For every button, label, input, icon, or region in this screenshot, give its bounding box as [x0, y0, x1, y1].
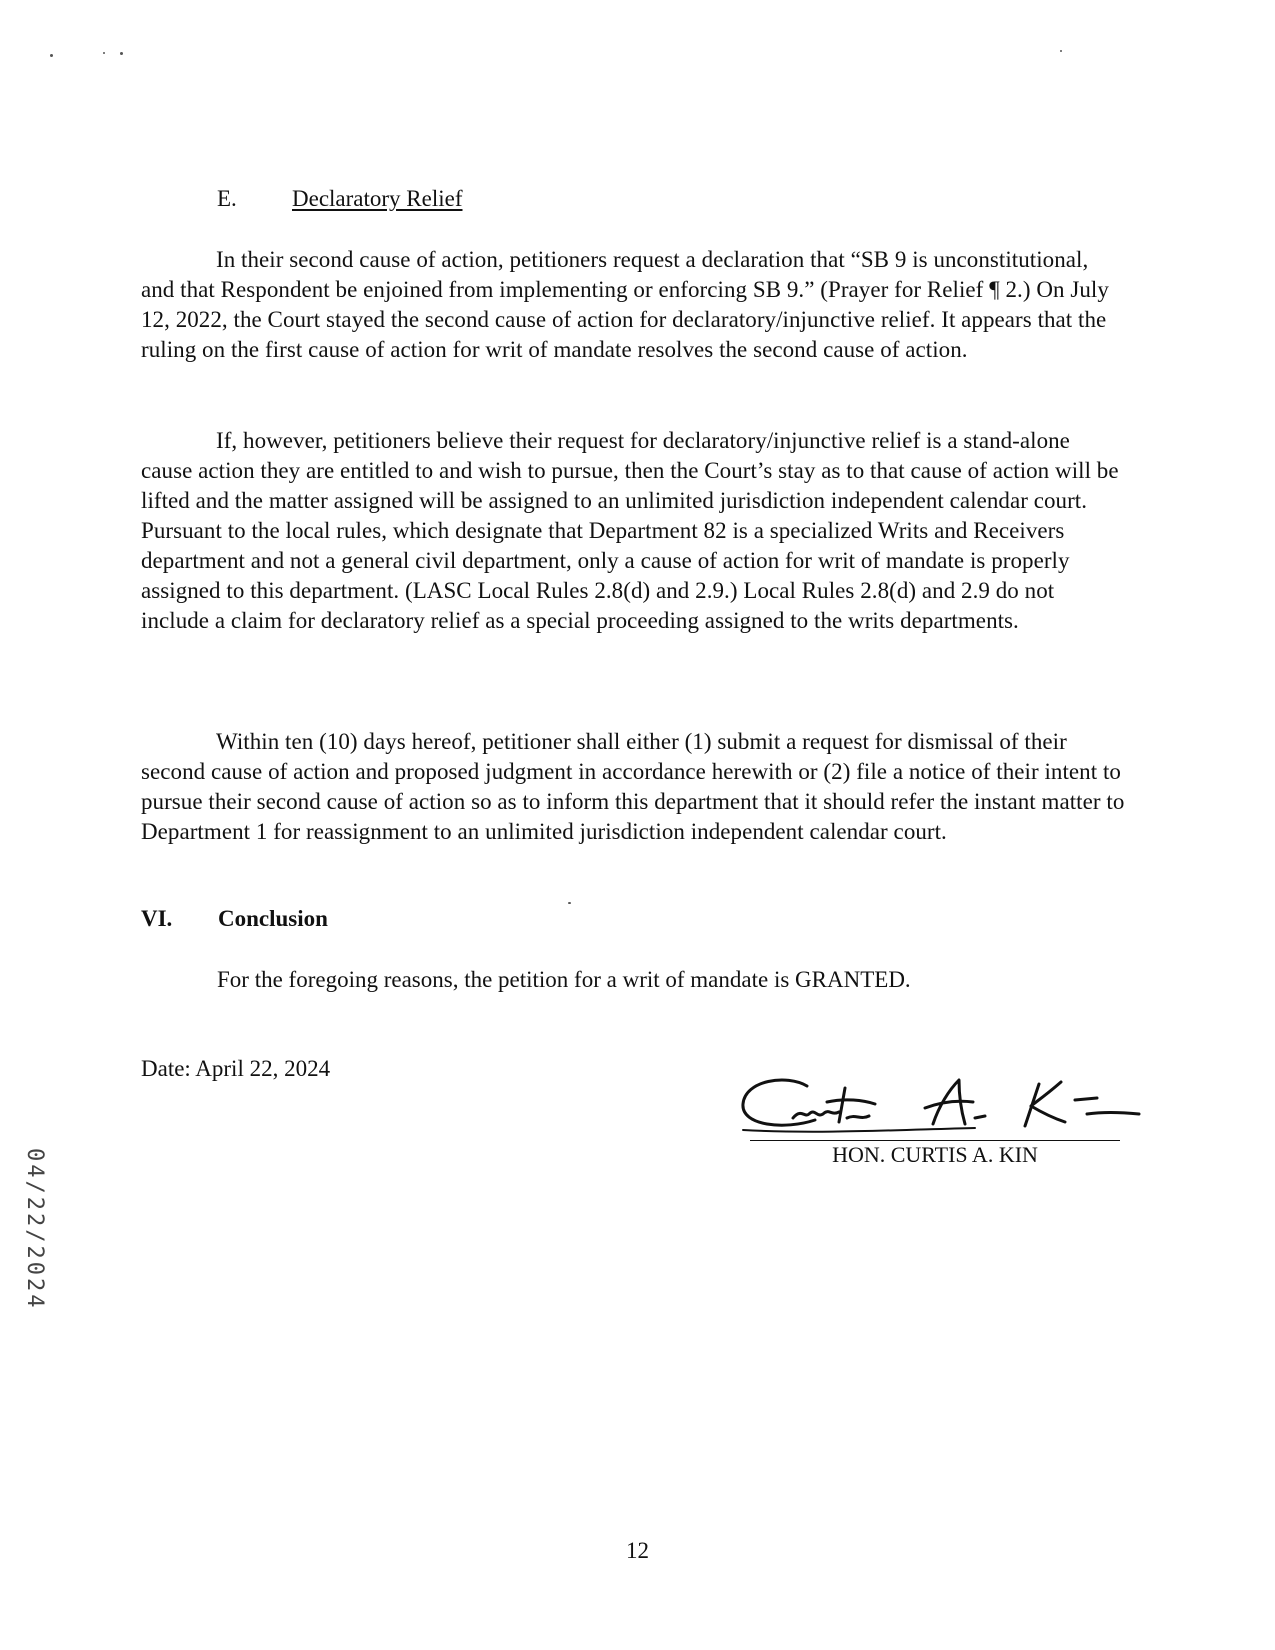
- paragraph-3: Within ten (10) days hereof, petitioner shall either (1) submit a request for dismissal of their second cause of action and proposed judgment in accordance herewith or (2) file a notice of their intent to pursue their second cause of action so as to inform this department that it should refer the instant matter to Department 1 for reassignment to an unlimited jurisdiction independent calendar court.: [141, 729, 1125, 844]
- scan-speck: [568, 902, 571, 904]
- section-e-heading: [217, 184, 463, 214]
- scan-speck: [50, 54, 53, 57]
- filing-date-stamp: 04/22/2024: [22, 1148, 47, 1311]
- page-number: 12: [626, 1538, 649, 1563]
- scan-speck: [1060, 50, 1062, 52]
- section-vi-heading: [141, 904, 328, 934]
- paragraph-2: If, however, petitioners believe their request for declaratory/injunctive relief is a stand-alone cause action they are entitled to and wish to pursue, then the Court’s stay as to that cause of action will be lifted and the matter assigned will be assigned to an unlimited jurisdiction independent calendar court. Pursuant to the local rules, which designate that Department 82 is a specialized Writs and Receivers department and not a general civil department, only a cause of action for writ of mandate is properly assigned to this department. (LASC Local Rules 2.8(d) and 2.9.) Local Rules 2.8(d) and 2.9 do not include a claim for declaratory relief as a special proceeding assigned to the writs departments.: [141, 428, 1119, 633]
- conclusion-text: For the foregoing reasons, the petition for a writ of mandate is GRANTED.: [217, 967, 911, 992]
- section-vi-title: Conclusion: [218, 906, 328, 931]
- section-e-letter: E.: [217, 186, 237, 211]
- section-vi-number: VI.: [141, 906, 173, 931]
- judge-name: HON. CURTIS A. KIN: [832, 1142, 1038, 1167]
- scan-speck: [120, 52, 123, 55]
- date-line: Date: April 22, 2024: [141, 1056, 331, 1081]
- paragraph-1: In their second cause of action, petitioners request a declaration that “SB 9 is unconstitutional, and that Respondent be enjoined from implementing or enforcing SB 9.” (Prayer for Relief ¶ 2.) On July 12, 2022, the Court stayed the second cause of action for declaratory/injunctive relief. It appears that the ruling on the first cause of action for writ of mandate resolves the second cause of action.: [141, 247, 1109, 362]
- section-e-title: Declaratory Relief: [292, 186, 463, 211]
- scan-speck: [103, 52, 105, 54]
